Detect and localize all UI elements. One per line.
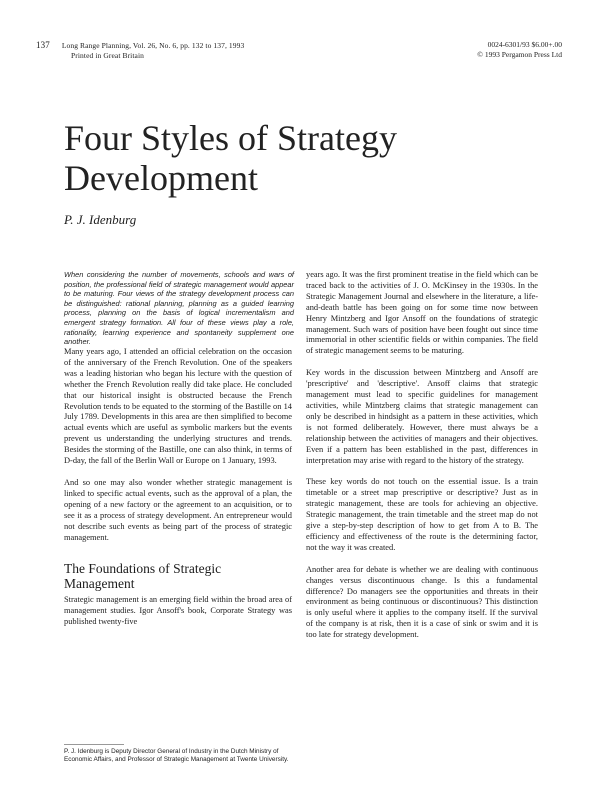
body-paragraph: Another area for debate is whether we are dealing with continuous changes versus discontinuous change. Is this a fundamental difference? Do managers see the opportunities and threats in their environment as being continuous or discontinuous? This distinction is only useful where it applies to the company itself. If the survival of the company is at risk, then it is a case of sink or swim and it is too late for strategy development. bbox=[306, 564, 538, 640]
section-heading: The Foundations of Strategic Management bbox=[64, 561, 222, 592]
body-paragraph: These key words do not touch on the essential issue. Is a train timetable or a street map prescriptive or descriptive? Just as in strategic management, these are tools for achieving an objective. Strategic management, the train timetable and the street map do not give a step-by-step description of how to get from A to B. The efficiency and effectiveness of the route is the determining factor, not the way it was created. bbox=[306, 477, 538, 552]
page-number: 137 bbox=[36, 40, 50, 50]
issn: 0024-6301/93 $6.00+.00 bbox=[487, 40, 562, 49]
body-paragraph: Strategic management is an emerging field within the broad area of management studies. Igor Ansoff's book, Corporate Strategy was published twenty-five bbox=[64, 595, 292, 627]
body-paragraph: Many years ago, I attended an official celebration on the occasion of the anniversary of the French Revolution. One of the speakers was a leading historian who began his lecture with the question of whether the French Revolution really did take place. He concluded that our historical insight is obstructed because the French Revolution tends to be equated to the storming of the Bastille on 14 July 1789. Developments in this area are then simplified to become actual events which are useful as symbolic markers but the events prevent us understanding the underlying structures and trends. Besides the storming of the Bastille, one can also think, in terms of D-day, the fall of the Berlin Wall or Europe on 1 January, 1993. bbox=[64, 347, 292, 466]
running-header-left bbox=[36, 40, 244, 61]
left-column bbox=[64, 347, 292, 628]
body-paragraph: And so one may also wonder whether strategic management is linked to specific actual events, such as the approval of a plan, the opening of a new factory or the agreement to an acquisition, or to see it as a process of strategy development. An entrepreneur would not describe such events as being part of the process of strategic management. bbox=[64, 477, 292, 542]
abstract: When considering the number of movements, schools and wars of position, the professional field of strategic management would appear to be maturing. Four views of the strategy development process can be distinguished: rational planning, planning as a guided learning process, planning on the basis of logical incrementalism and emergent strategy formation. All four of these views play a role, rationality, learning experience and spontaneity supplement one another. bbox=[64, 270, 294, 347]
author-name: P. J. Idenburg bbox=[64, 212, 137, 227]
printed-in: Printed in Great Britain bbox=[71, 51, 145, 60]
body-paragraph: years ago. It was the first prominent treatise in the field which can be traced back to the activities of J. O. McKinsey in the 1930s. In the Strategic Management Journal and elsewhere in the literature, a life-and-death battle has been going on for some time now between Henry Mintzberg and Igor Ansoff on the foundations of strategic management. Such wars of position have been fought out since time immemorial in other scientific fields or within companies. The field of strategic management seems to be maturing. bbox=[306, 270, 538, 356]
footnote-rule bbox=[64, 744, 124, 745]
copyright: © 1993 Pergamon Press Ltd bbox=[477, 50, 562, 59]
body-paragraph: Key words in the discussion between Mintzberg and Ansoff are 'prescriptive' and 'descriptive'. Ansoff claims that strategic management must lead to specific guidelines for management activities, while Mintzberg claims that strategic management can only be described in hindsight as a pattern in these activities, which is not formed deliberately. However, there must always be a relationship between the activities of managers and their objectives. Even if a pattern has been established in the past, differences in interpretation may arise with regard to the history of the strategy. bbox=[306, 368, 538, 465]
running-header-right bbox=[477, 40, 562, 60]
article-title: Four Styles of Strategy Development bbox=[64, 118, 397, 198]
right-column bbox=[306, 270, 538, 652]
author-footnote: P. J. Idenburg is Deputy Director General of Industry in the Dutch Ministry of Economic Affairs, and Professor of Strategic Management at Twente University. bbox=[64, 748, 289, 763]
journal-citation: Long Range Planning, Vol. 26, No. 6, pp. 132 to 137, 1993 bbox=[61, 41, 245, 50]
